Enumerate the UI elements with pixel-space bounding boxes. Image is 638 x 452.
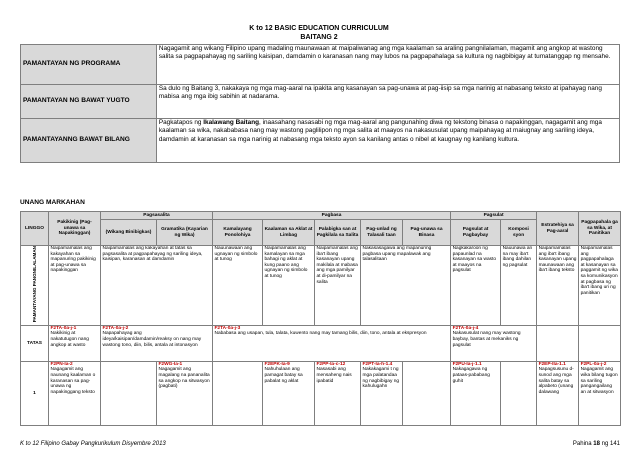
competency-text: Nasasabi ang mensaheng nais ipabatid [316,367,352,384]
competency-code: F2EP-IIa-1.1 [538,361,566,367]
competency-code: F2TA-0a-j-2 [102,325,129,331]
pamantayan-cell: Naipamamalas ang iba't ibang kasanayan upang makilala at mabasa ang mga pamilyar at di-pamilyar na salita [315,246,361,326]
competency-code: F2PT-Ia-h-1.4 [362,361,393,367]
page-prefix: Pahina [572,441,594,447]
competency-text: Nakakagami t ng mga palatandaa ng nagbibigay ng kahulugahn [362,367,400,390]
footer-left: K to 12 Filipino Gabay Pangkurikulum Disyembre 2013 [20,441,166,447]
competency-code: F2EPK-Ia-9 [264,361,290,367]
pamantayan-cell: Naipamamalas ang kakayahan at tatas sa pagsasalita at pagpapahayag ng sariling ideya, kaisipan, karanasan at damdamin [101,246,213,326]
page-number: 18 [593,441,600,447]
section-title: UNANG MARKAHAN [20,199,85,206]
week-cell [501,361,537,425]
grade-standard-suffix: , inaasahang nasasabi ng mga mag-aaral ang pangunahing diwa ng tekstong binasa o napakinggan, nagagamit ang mga kaalaman sa wika, nakababasa nang may wastong paglilipon ng mga salita at maayos na nakasusulat upang maipahayag at maiugnay ang sariling ideya, damdamin at karanasan sa mga narinig at nabasang mga teksto ayon sa kanilang antas o nibel at kaugnay ng kanilang kultura. [158,119,602,143]
week-cell [263,361,315,425]
footer-page [573,441,620,447]
week-cell [451,361,501,425]
pamantayan-cell: Naipamamalas ang kakayahan sa mapanuring pakikinig at pag-unawa sa napakinggan [49,246,101,326]
pamantayan-cell: Nauunawaan ang ugnayan ng simbolo at tunog [213,246,263,326]
competency-code: F2TA-0a-j-4 [452,325,479,331]
tatas-cell [49,325,101,361]
competency-text: Nakikinig at nakatutugon nang angkop at wasto [50,331,89,348]
grade-standard-prefix: Pagkatapos ng [158,119,204,126]
program-standard-text: Nagagamit ang wikang Filipino upang madaling maunawaan at maipaliwanag ang mga kaalaman sa araling pangnilalaman, magamit ang angkop at wastong salita sa pagpapahayag ng sariling kaisipan, damdamin o karanasan nang may lubos na pagpapahalaga sa kultura ng nagbibigay at tumatanggap ng mensahe. [156,45,619,85]
group-pagsulat: Pagsulat [451,212,537,220]
grade-standard-label: PAMANTAYANNG BAWAT BILANG [21,119,157,163]
week-cell [361,361,403,425]
week-label: 1 [21,361,49,425]
pamantayan-cell: Naipamamalas ang kamalayan sa mga bahagi ng aklat at kung paano ang ugnayan ng simbolo at tunog [263,246,315,326]
stage-standard-text: Sa dulo ng Baitang 3, nakakaya ng mga mag-aaral na ipakita ang kasanayan sa pag-unawa at pag-iisip sa mga narinig at nabasang teksto at ipahayag nang mabisa ang mga ibig sabihin at nadarama. [156,85,619,119]
pamantayan-cell: Nagkakaroon ng papaunlad na kasanayan sa wasto at maayos na pagsulat [451,246,501,326]
pamantayan-cell: Nauunawa an na may iba't ibang dahilan ng pagsulat [501,246,537,326]
tatas-cell [101,325,213,361]
competency-code: F2PP-Ia-c-12 [316,361,346,367]
group-pagbasa: Pagbasa [213,212,451,220]
col-palabigkasan: Palabigka san at Pagkilala sa Salita [315,220,361,246]
tatas-label: TATAS [21,325,49,361]
col-gramatika: Gramatika (Kayarian ng Wika) [157,220,213,246]
competency-code: F2TA-0a-j-3 [214,325,241,331]
competency-code: F2WG-Ia-1 [158,361,183,367]
pamantayan-cell: Nakasasagawa ang mapanuring pagbasa upang mapalawak ang talasalitaan [361,246,451,326]
week-cell [157,361,213,425]
tatas-cell [537,325,579,361]
group-pagsasalita: Pagsasalita [101,212,213,220]
grade-standard-bold: Ikalawang Baitang [203,119,260,126]
week-cell [579,361,621,425]
col-komposisyon: Komposi syon [501,220,537,246]
col-kamalayang-ponolohiya: Kamalayang Ponolohiya [213,220,263,246]
col-wikang-binibigkas: (Wikang Binibigkas) [101,220,157,246]
col-talasalitaan: Pag-unlad ng Talasali taan [361,220,403,246]
program-standards-table [20,44,620,163]
pamantayan-label-cell [21,246,49,326]
col-pakikinig: Pakikinig (Pag-unawa sa Napakinggan) [49,212,101,246]
pamantayan-cell: Naipamamalas ang pagpapahalaga at kasanayan sa paggamit ng wika sa komunikasyon at pagbasa ng iba't ibang uri ng panitikan [579,246,621,326]
week-cell [213,361,263,425]
week-cell [315,361,361,425]
page-suffix: ng 141 [599,441,620,447]
competency-text: Nagagamit ang naunang kaalaman o karanasan sa pag-unawa ng napakinggang teksto [50,367,96,395]
competency-code: F2PU-Ia-j-1.1 [452,361,482,367]
stage-standard-label: PAMANTAYAN NG BAWAT YUGTO [21,85,157,119]
competency-text: Nagagamit ang magalang na pananalita sa angkop na sitwasyon (pagbati) [158,367,210,390]
competency-text: Nahuhulaan ang pamagat batay sa pabalat ng aklat [264,367,303,384]
competency-text: Nakagagawa ng pataas-pababang guhit [452,367,490,384]
competency-code: F2PL-0a-j-2 [580,361,607,367]
tatas-cell [579,325,621,361]
col-aklat-limbag: Kaalaman sa Aklat at Limbag [263,220,315,246]
marking-table [20,211,621,426]
document-title: K to 12 BASIC EDUCATION CURRICULUM [249,25,389,32]
tatas-cell [213,325,451,361]
col-pag-unawa: Pag-unawa sa Binasa [403,220,451,246]
pamantayan-label: PAMANTAYANG PANGNILALAMAN [31,246,37,323]
lingo-header: LINGGO [21,212,49,246]
grade-standard-text [156,119,619,163]
program-standard-label: PAMANTAYAN NG PROGRAMA [21,45,157,85]
competency-text: Napapahayag ang ideya/kaisipan/damdamin/reaksy on nang may wastong tono, diin, bilis, antala at intonasyon [102,331,202,348]
col-pagsulat-pagbaybay: Pagsulat at Pagbaybay [451,220,501,246]
competency-text: Nagagamit ang wika bilang tugon sa sariling pangangailang an at sitwasyon [580,367,618,395]
col-pagpapahalaga: Pagpapahala ga sa Wika, at Panitikan [579,212,621,246]
competency-text: Napagsusunu d-sunod ang mga salita batay sa alpabeto (unang dalawang [538,367,574,395]
week-cell [101,361,157,425]
pamantayan-cell: Naipamamalas ang iba't ibang kasanayan upang maunawaan ang iba't ibang teksto [537,246,579,326]
competency-code: F2PN-Ia-2 [50,361,73,367]
competency-text: Nababasa ang usapan, tula, talata, kuwento nang may tamang bilis, diin, tono, antala at ekspresyon [214,331,427,337]
competency-code: F2TA-0a-j-1 [50,325,77,331]
week-cell [537,361,579,425]
col-estratehiya: Estratehiya sa Pag-aaral [537,212,579,246]
week-cell [49,361,101,425]
week-cell [403,361,451,425]
tatas-cell [451,325,537,361]
document-subtitle: BAITANG 2 [300,34,338,41]
competency-text: Nakasusulat nang may wastong baybay, bantas at mekaniks ng pagsulat [452,331,521,348]
